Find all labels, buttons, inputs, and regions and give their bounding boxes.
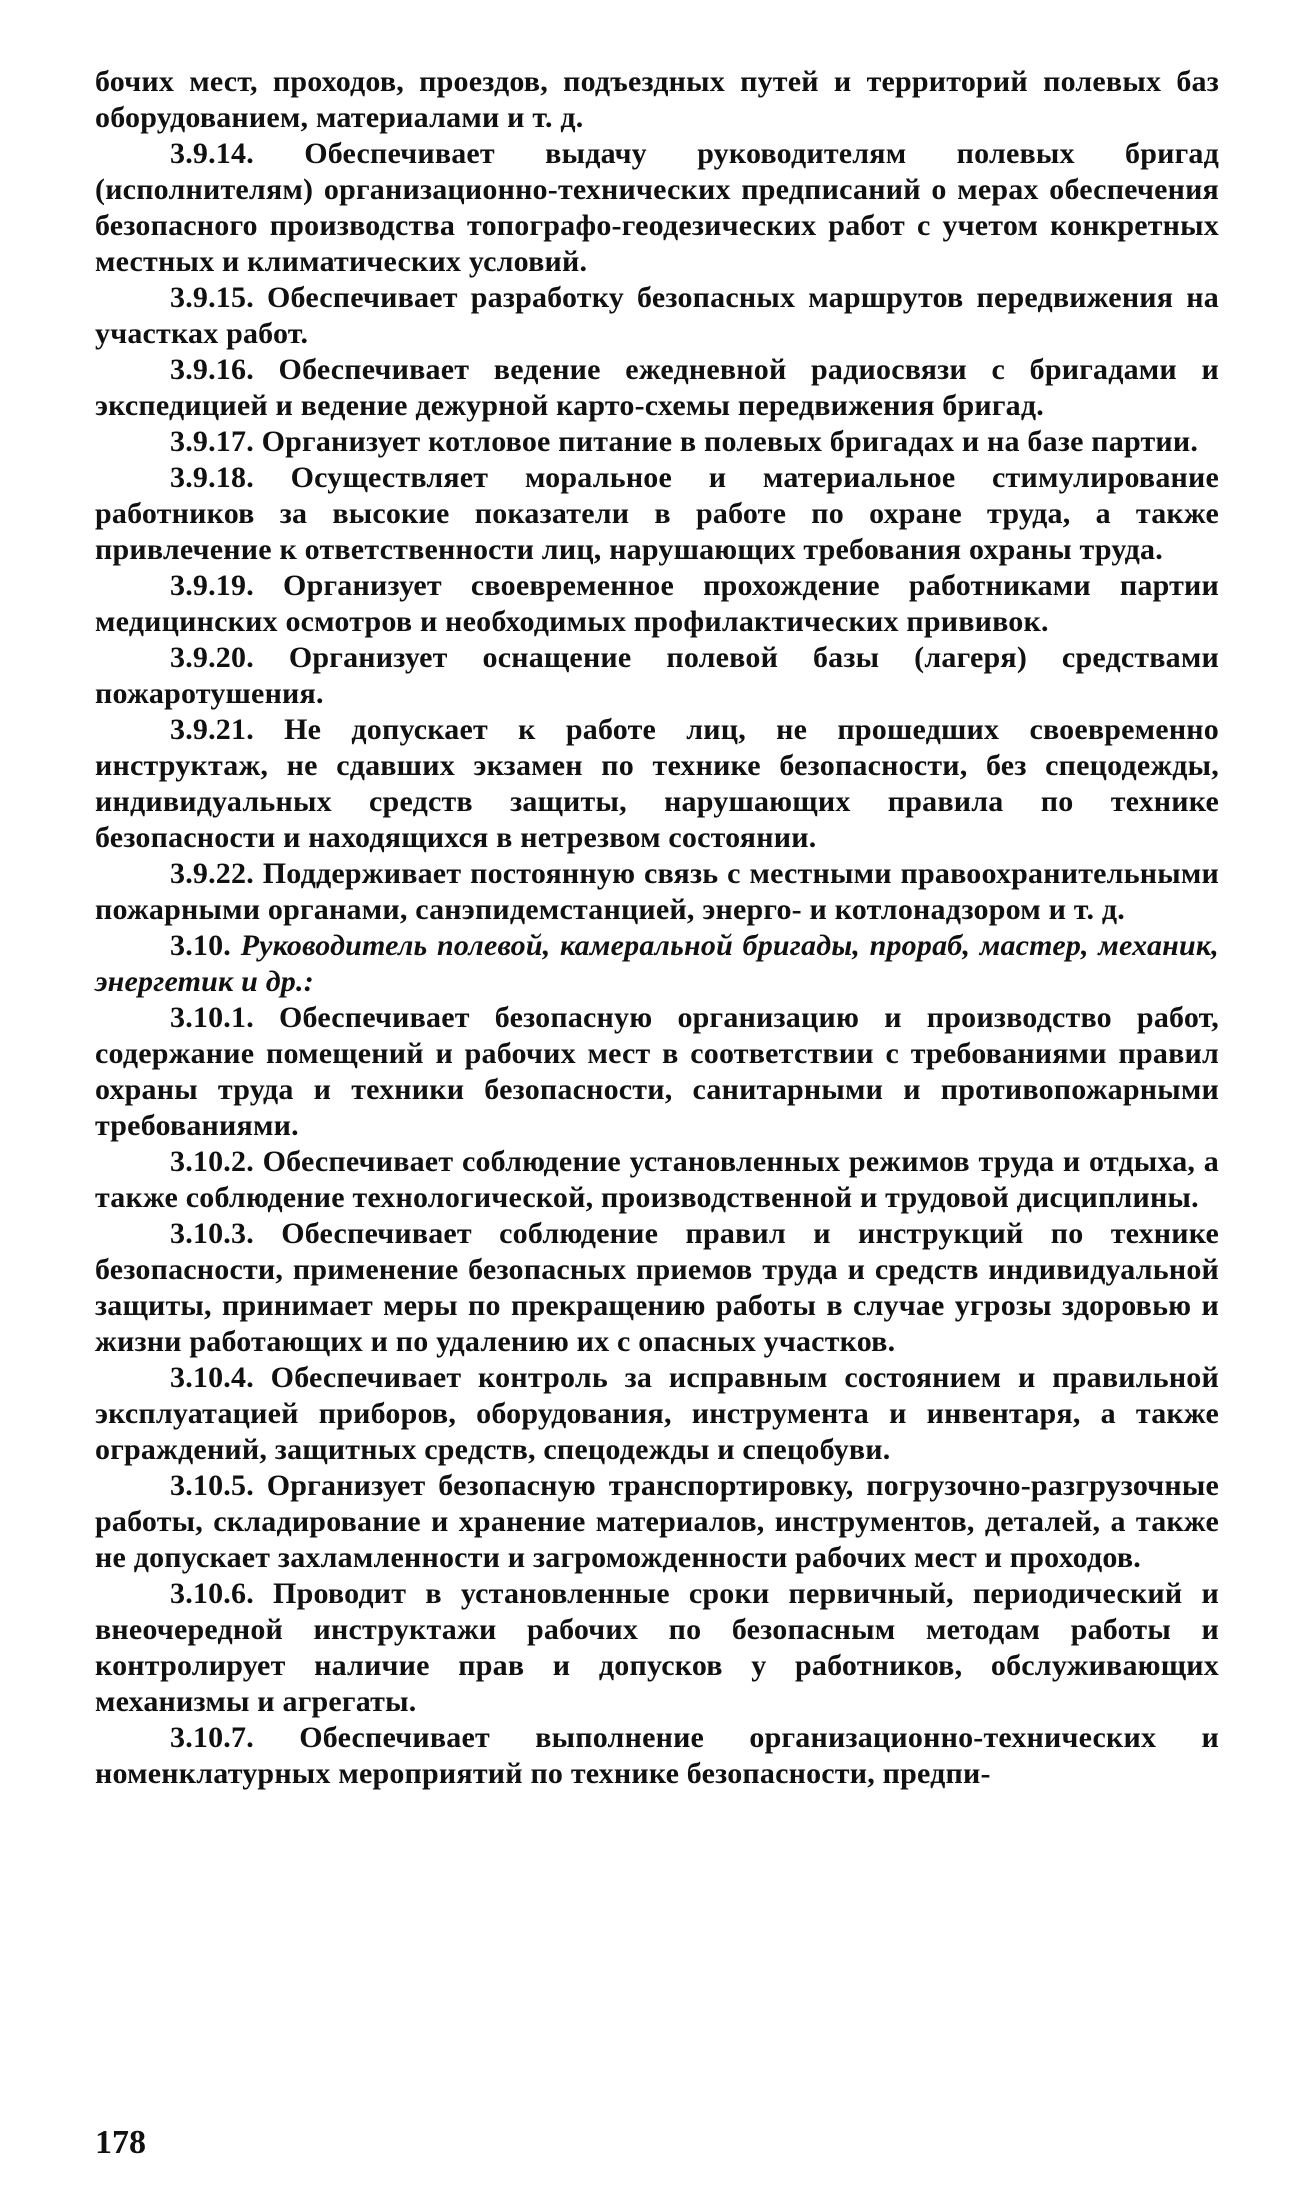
- document-body: [95, 64, 1219, 1792]
- paragraph-number: 3.9.15.: [170, 281, 254, 314]
- paragraph-text: Поддерживает постоянную связь с местными правоохранительными пожарными органами, санэпидемстанцией, энерго- и котлонадзором и т. д.: [95, 857, 1219, 926]
- paragraph-text: Организует оснащение полевой базы (лагеря) средствами пожаротушения.: [95, 641, 1219, 710]
- paragraph-text: бочих мест, проходов, проездов, подъездных путей и территорий полевых баз оборудованием, материалами и т. д.: [95, 65, 1219, 134]
- paragraph-number: 3.9.20.: [170, 641, 254, 674]
- paragraph-3-9-20: [95, 640, 1219, 712]
- paragraph-text: Обеспечивает соблюдение установленных режимов труда и отдыха, а также соблюдение технологической, производственной и трудовой дисциплины.: [95, 1145, 1219, 1214]
- paragraph-number: 3.9.17.: [170, 425, 254, 458]
- paragraph-number: 3.10.4.: [170, 1361, 254, 1394]
- paragraph-number: 3.9.22.: [170, 857, 254, 890]
- paragraph-number: 3.10.1.: [170, 1001, 254, 1034]
- paragraph-number: 3.10.: [170, 929, 231, 962]
- paragraph-text: Обеспечивает выдачу руководителям полевых бригад (исполнителям) организационно-технических предписаний о мерах обеспечения безопасного производства топографо-геодезических работ с учетом конкретных местных и климатических условий.: [95, 137, 1219, 278]
- paragraph-3-9-22: [95, 856, 1219, 928]
- paragraph-number: 3.9.19.: [170, 569, 254, 602]
- paragraph-3-10-1: [95, 1000, 1219, 1144]
- paragraph-text: Обеспечивает контроль за исправным состоянием и правильной эксплуатацией приборов, оборудования, инструмента и инвентаря, а также ограждений, защитных средств, спецодежды и спецобуви.: [95, 1361, 1219, 1466]
- paragraph-number: 3.9.21.: [170, 713, 254, 746]
- paragraph-text: Организует своевременное прохождение работниками партии медицинских осмотров и необходимых профилактических прививок.: [95, 569, 1220, 638]
- paragraph-3-10-2: [95, 1144, 1219, 1216]
- paragraph-continuation: [95, 64, 1219, 136]
- paragraph-text: Проводит в установленные сроки первичный, периодический и внеочередной инструктажи рабочих по безопасным методам работы и контролирует наличие прав и допусков у работников, обслуживающих механизмы и агрегаты.: [95, 1577, 1219, 1718]
- paragraph-text: Обеспечивает соблюдение правил и инструкций по технике безопасности, применение безопасных приемов труда и средств индивидуальной защиты, принимает меры по прекращению работы в случае угрозы здоровью и жизни работающих и по удалению их с опасных участков.: [95, 1217, 1220, 1358]
- paragraph-3-10-6: [95, 1576, 1219, 1720]
- paragraph-number: 3.10.5.: [170, 1469, 254, 1502]
- paragraph-3-9-16: [95, 352, 1219, 424]
- paragraph-text: Обеспечивает безопасную организацию и производство работ, содержание помещений и рабочих мест в соответствии с требованиями правил охраны труда и техники безопасности, санитарными и противопожарными требованиями.: [95, 1001, 1220, 1142]
- paragraph-text: Не допускает к работе лиц, не прошедших своевременно инструктаж, не сдавших экзамен по технике безопасности, без спецодежды, индивидуальных средств защиты, нарушающих правила по технике безопасности и находящихся в нетрезвом состоянии.: [95, 713, 1219, 854]
- paragraph-3-10-7: [95, 1720, 1219, 1792]
- paragraph-text: Организует котловое питание в полевых бригадах и на базе партии.: [261, 425, 1199, 458]
- paragraph-number: 3.10.7.: [170, 1721, 254, 1754]
- paragraph-number: 3.9.18.: [170, 461, 254, 494]
- paragraph-3-9-14: [95, 136, 1219, 280]
- paragraph-number: 3.10.3.: [170, 1217, 254, 1250]
- paragraph-3-9-21: [95, 712, 1219, 856]
- paragraph-number: 3.9.14.: [170, 137, 254, 170]
- paragraph-3-9-17: [95, 424, 1219, 460]
- paragraph-3-9-19: [95, 568, 1219, 640]
- paragraph-3-9-15: [95, 280, 1219, 352]
- paragraph-text: Обеспечивает ведение ежедневной радиосвязи с бригадами и экспедицией и ведение дежурной карто-схемы передвижения бригад.: [95, 353, 1220, 422]
- paragraph-text: Обеспечивает выполнение организационно-технических и номенклатурных мероприятий по технике безопасности, предпи-: [95, 1721, 1219, 1790]
- paragraph-3-10-5: [95, 1468, 1219, 1576]
- paragraph-3-10-4: [95, 1360, 1219, 1468]
- paragraph-3-10-3: [95, 1216, 1219, 1360]
- page-number: 178: [95, 2124, 146, 2161]
- paragraph-text: Обеспечивает разработку безопасных маршрутов передвижения на участках работ.: [95, 281, 1219, 350]
- paragraph-3-9-18: [95, 460, 1219, 568]
- paragraph-text: Осуществляет моральное и материальное стимулирование работников за высокие показатели в работе по охране труда, а также привлечение к ответственности лиц, нарушающих требования охраны труда.: [95, 461, 1219, 566]
- paragraph-number: 3.9.16.: [170, 353, 254, 386]
- section-heading-text: Руководитель полевой, камеральной бригады, прораб, мастер, механик, энергетик и др.:: [95, 929, 1220, 998]
- paragraph-text: Организует безопасную транспортировку, погрузочно-разгрузочные работы, складирование и хранение материалов, инструментов, деталей, а также не допускает захламленности и загроможденности рабочих мест и проходов.: [95, 1469, 1219, 1574]
- section-heading-3-10: [95, 928, 1219, 1000]
- paragraph-number: 3.10.6.: [170, 1577, 254, 1610]
- paragraph-number: 3.10.2.: [170, 1145, 254, 1178]
